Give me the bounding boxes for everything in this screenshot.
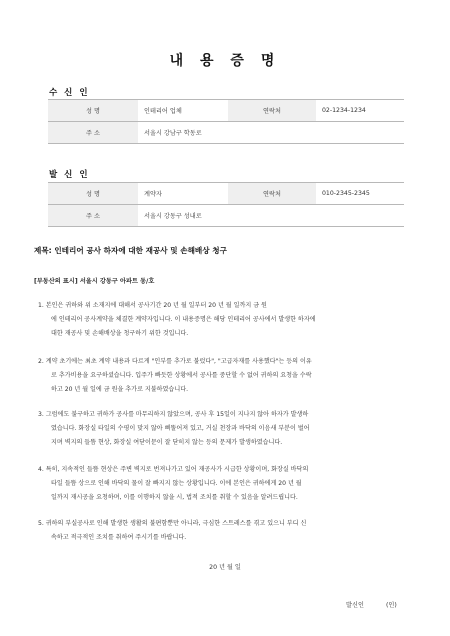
paragraph-line: 5. 귀하의 부실공사로 인해 발생한 생활의 불편함뿐만 아니라, 극심한 스트레스를 겪고 있으니 부디 신 [38, 520, 307, 527]
sender-table [48, 182, 404, 227]
paragraph-line: 타일 들뜸 상으로 인해 바닥의 물이 잘 빠지지 않는 상황입니다. 이에 본인은 귀하에게 20 년 월 [51, 480, 302, 487]
recipient-contact-label: 연락처 [228, 100, 316, 122]
subject-line: 제목: 인테리어 공사 하자에 대한 재공사 및 손해배상 청구 [34, 246, 227, 255]
sender-name-label: 성 명 [48, 183, 138, 205]
paragraph-1 [38, 299, 418, 341]
paragraph-2 [38, 355, 418, 397]
paragraph-line: 였습니다. 화장실 타일의 수평이 맞지 않아 삐뚤어져 있고, 거실 천장과 바닥의 이음새 부분이 벌어 [51, 425, 310, 432]
sender-name-row [48, 183, 404, 205]
paragraph-line: 대한 재공사 및 손해배상을 청구하기 위한 것입니다. [51, 330, 189, 337]
paragraph-line: 로 추가비용을 요구하셨습니다. 입주가 빠듯한 상황에서 공사를 중단할 수 없어 귀하의 요청을 수락 [51, 372, 312, 379]
sender-address-label: 주 소 [48, 205, 138, 227]
sender-name-value: 계약자 [138, 183, 228, 205]
sender-heading: 발 신 인 [49, 170, 90, 180]
paragraph-5 [38, 517, 418, 545]
paragraph-line: 3. 그럼에도 불구하고 귀하가 공사를 마무리하지 않았으며, 공사 후 15일이 지나지 않아 하자가 발생하 [38, 411, 309, 418]
recipient-name-value: 인테리어 업체 [138, 100, 228, 122]
paragraph-line: 속하고 적극적인 조치를 취하여 주시기를 바랍니다. [51, 534, 187, 541]
sender-contact-label: 연락처 [228, 183, 316, 205]
paragraph-line: 2. 계약 초기에는 최초 계약 내용과 다르게 "인부를 추가로 불렀다", "고급자재를 사용했다"는 등의 이유 [38, 358, 312, 365]
signature-line [346, 600, 397, 609]
recipient-name-row [48, 100, 404, 122]
property-description: [부동산의 표시] 서울시 강동구 아파트 동/호 [34, 278, 155, 285]
paragraph-3 [38, 408, 418, 450]
signer-label: 발신인 [346, 602, 364, 609]
document-date: 20 년 월 일 [209, 564, 241, 571]
paragraph-line: 지며 벽지의 들뜸 현상, 화장실 여닫이문이 잘 닫히지 않는 등의 문제가 발생하였습니다. [51, 439, 283, 446]
paragraph-line: 에 인테리어 공사계약을 체결한 계약자입니다. 이 내용증명은 해당 인테리어 공사에서 발생한 하자에 [51, 316, 316, 323]
sender-address-value: 서울시 강동구 성내로 [138, 205, 404, 227]
sender-contact-value: 010-2345-2345 [316, 183, 404, 205]
paragraph-4 [38, 463, 418, 505]
sender-address-row [48, 205, 404, 227]
recipient-contact-value: 02-1234-1234 [316, 100, 404, 122]
recipient-address-label: 주 소 [48, 122, 138, 144]
paragraph-line: 1. 본인은 귀하와 위 소재지에 대해서 공사기간 20 년 월 일부터 20 년 월 일까지 금 원 [38, 302, 267, 309]
document-title: 내 용 증 명 [169, 53, 281, 69]
recipient-address-value: 서울시 강남구 학동로 [138, 122, 404, 144]
seal-mark: (인) [385, 602, 397, 609]
paragraph-line: 4. 특히, 지속적인 들뜸 현상은 주변 벽지로 번져나가고 있어 재공사가 시급한 상황이며, 화장실 바닥의 [38, 466, 309, 473]
paragraph-line: 하고 20 년 월 일에 금 원을 추가로 지불하였습니다. [51, 386, 189, 393]
recipient-table [48, 99, 404, 144]
paragraph-line: 일까지 재시공을 요청하며, 이를 이행하지 않을 시, 법적 조치를 취할 수 있음을 알려드립니다. [51, 494, 298, 501]
recipient-address-row [48, 122, 404, 144]
recipient-name-label: 성 명 [48, 100, 138, 122]
recipient-heading: 수 신 인 [49, 88, 90, 98]
